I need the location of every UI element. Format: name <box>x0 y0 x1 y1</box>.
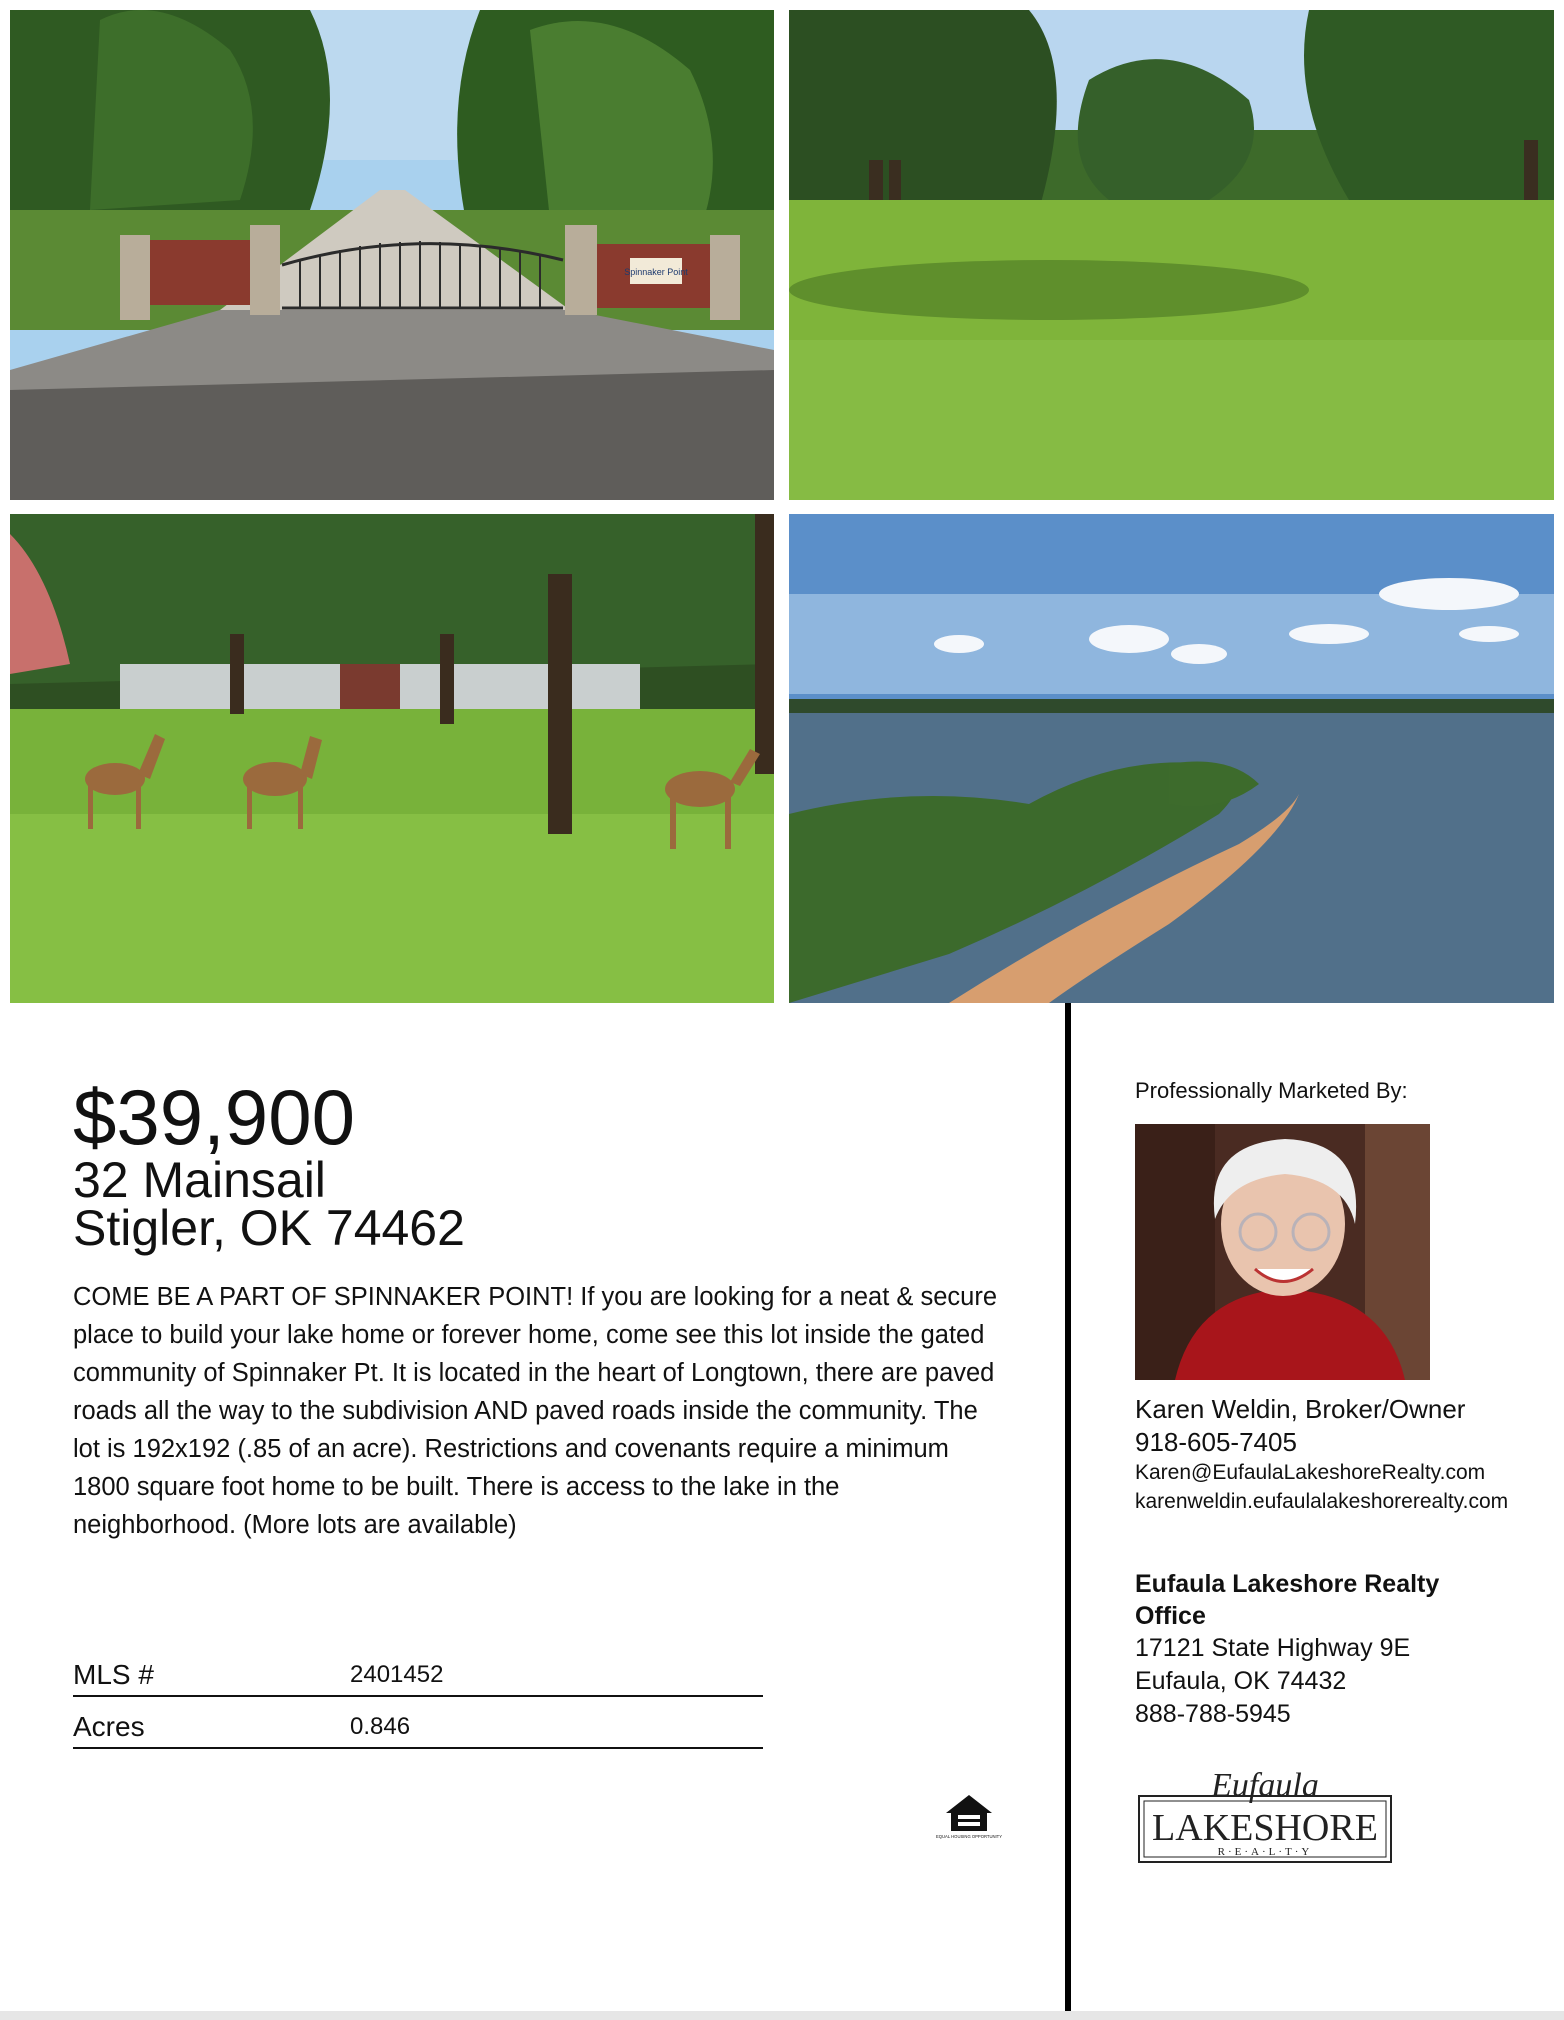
agent-photo <box>1135 1124 1430 1380</box>
office-address-city: Eufaula, OK 74432 <box>1135 1667 1347 1695</box>
listing-address-city: Stigler, OK 74462 <box>73 1200 465 1256</box>
agent-email[interactable]: Karen@EufaulaLakeshoreRealty.com <box>1135 1461 1486 1484</box>
fact-value: 0.846 <box>350 1713 411 1740</box>
page-bottom-edge <box>0 2011 1564 2020</box>
column-divider <box>1065 1003 1071 2011</box>
listing-address-street: 32 Mainsail <box>73 1152 326 1208</box>
photo-open-field <box>789 10 1554 500</box>
listing-price: $39,900 <box>73 1073 355 1161</box>
listing-description: COME BE A PART OF SPINNAKER POINT! If you are looking for a neat & secure place to build your lake home or forever home, come see this lot inside the gated community of Spinnaker Pt. It is located in the heart of Longtown, there are paved roads all the way to the subdivision AND paved roads inside the community. The lot is 192x192 (.85 of an acre). Restrictions and covenants require a minimum 1800 square foot home to be built. There is access to the lake in the neighborhood. (More lots are available) <box>73 1283 998 1539</box>
brokerage-logo <box>1135 1758 1395 1868</box>
equal-housing-text: EQUAL HOUSING OPPORTUNITY <box>935 1834 1003 1839</box>
fact-row-mls <box>73 1645 763 1697</box>
equal-housing-icon <box>935 1793 1003 1845</box>
photo-deer-lawn <box>10 514 774 1003</box>
photo-aerial-lake <box>789 514 1554 1003</box>
agent-name: Karen Weldin, Broker/Owner <box>1135 1394 1466 1424</box>
fact-label: MLS # <box>73 1659 154 1690</box>
logo-main-text: LAKESHORE <box>1152 1807 1378 1849</box>
logo-script-text: Eufaula <box>1211 1767 1319 1804</box>
photo-gated-entrance <box>10 10 774 500</box>
logo-sub-text: R·E·A·L·T·Y <box>1217 1846 1313 1858</box>
marketed-by-label: Professionally Marketed By: <box>1135 1078 1408 1103</box>
agent-phone[interactable]: 918-605-7405 <box>1135 1427 1297 1457</box>
office-phone[interactable]: 888-788-5945 <box>1135 1700 1291 1728</box>
fact-label: Acres <box>73 1711 145 1742</box>
office-name: Eufaula Lakeshore Realty Office <box>1135 1570 1440 1630</box>
listing-facts-table <box>73 1645 763 1749</box>
office-address-street: 17121 State Highway 9E <box>1135 1634 1411 1662</box>
fact-row-acres <box>73 1697 763 1749</box>
gate-sign-text: Spinnaker Point <box>624 267 688 277</box>
agent-website[interactable]: karenweldin.eufaulalakeshorerealty.com <box>1135 1490 1509 1513</box>
fact-value: 2401452 <box>350 1661 444 1688</box>
